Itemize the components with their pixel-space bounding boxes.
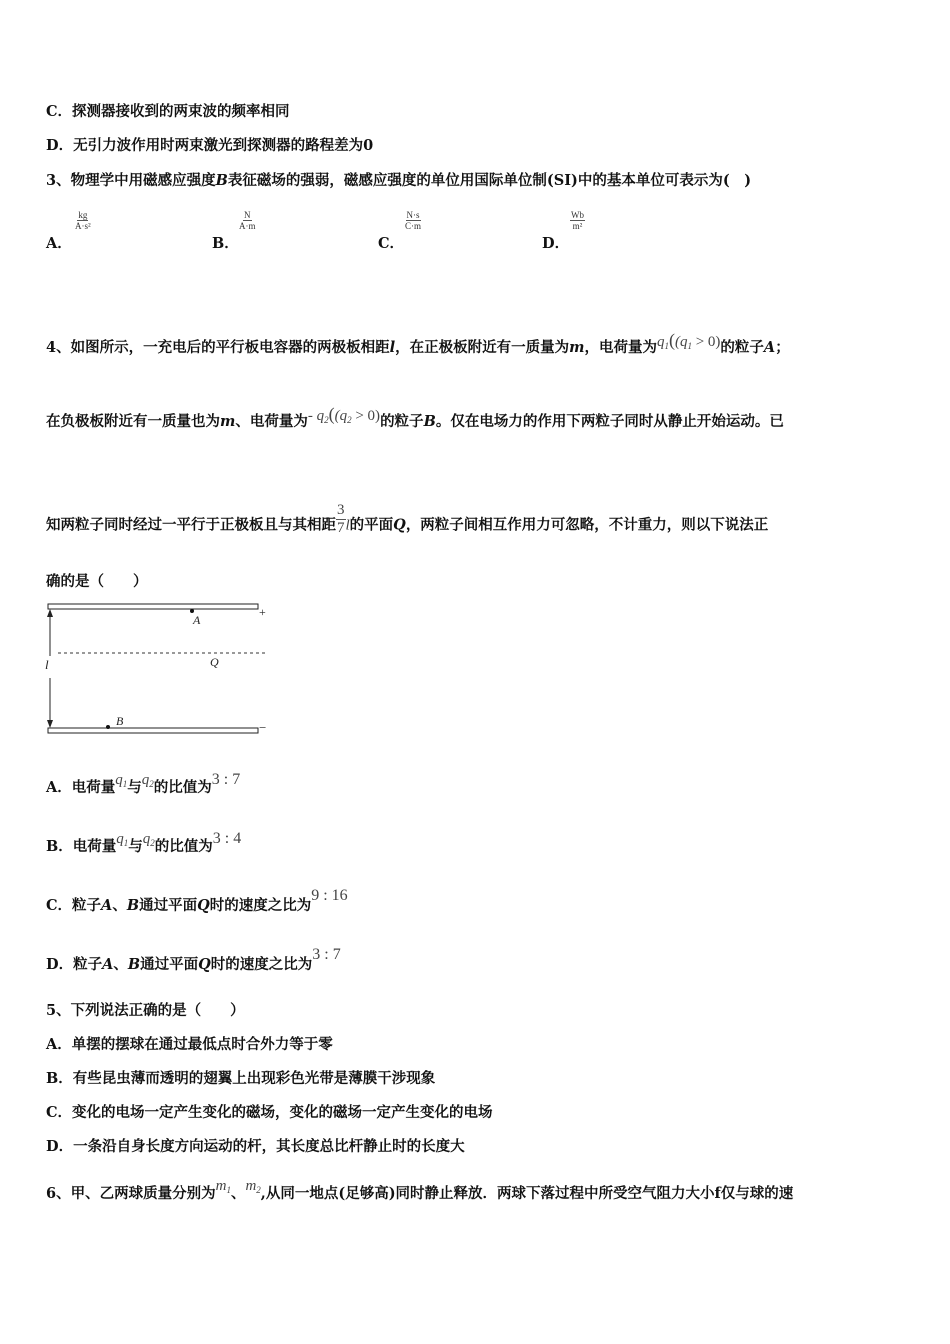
q3-stem-post: 表征磁场的强弱，磁感应强度的单位用国际单位制(SI)中的基本单位可表示为( ) (227, 172, 752, 189)
q3-option-d-num: Wb (571, 210, 584, 220)
q3-option-d (542, 232, 569, 253)
q4-option-a: A．电荷量$q_1$与$q_2$的比值为3 : 7 (46, 771, 241, 796)
label-q: Q (210, 655, 219, 669)
q3-option-b (212, 232, 239, 253)
q5-option-c: C．变化的电场一定产生变化的磁场，变化的磁场一定产生变化的电场 (46, 1104, 493, 1121)
q3-option-a-num: kg (78, 210, 88, 220)
q3-option-d-den: m² (572, 221, 583, 231)
q3-option-b-label: B． (212, 235, 239, 252)
q3-option-d-unit (570, 210, 585, 232)
q3-option-a-label: A． (46, 235, 72, 252)
q3-option-c-num: N·s (406, 210, 420, 220)
q4-line-1: 4、如图所示，一充电后的平行板电容器的两极板相距l，在正极板附近有一质量为m，电荷量为$q_1((q_1 > 0)$的粒子A； (46, 330, 790, 356)
q3-option-b-num: N (244, 210, 251, 220)
label-a: A (193, 613, 201, 627)
particle-b (106, 725, 110, 729)
arrow-head-down (47, 720, 53, 728)
label-b: B (116, 714, 124, 728)
q4-line-4: 确的是（ ） (46, 573, 148, 590)
q3-option-c (378, 232, 404, 253)
q3-option-a (46, 232, 72, 253)
q4-three-sevenths: $\frac{3}{7}$ (337, 502, 345, 536)
q3-option-c-den: C·m (405, 221, 422, 231)
q3-var-b: B (215, 172, 228, 189)
q3-option-c-label: C． (378, 235, 405, 252)
q5-option-d: D．一条沿自身长度方向运动的杆，其长度总比杆静止时的长度大 (46, 1138, 465, 1155)
q2-option-c: C．探测器接收到的两束波的频率相同 (46, 103, 290, 120)
q4-option-b: B．电荷量$q_1$与$q_2$的比值为3 : 4 (46, 830, 242, 855)
label-l: l (45, 657, 49, 672)
q5-option-b: B．有些昆虫薄而透明的翅翼上出现彩色光带是薄膜干涉现象 (46, 1070, 436, 1087)
q4-option-d: D．粒子A、B通过平面Q时的速度之比为3 : 7 (46, 946, 341, 973)
q3-option-b-unit (238, 210, 257, 232)
negative-plate (48, 728, 258, 733)
q3-option-a-den: A·s² (75, 221, 91, 231)
positive-plate (48, 604, 258, 609)
plus-sign: + (259, 605, 266, 619)
q4-option-c: C．粒子A、B通过平面Q时的速度之比为9 : 16 (46, 887, 348, 914)
q4-q2-expr: - $q_2((q_2 > 0)$ (307, 404, 381, 425)
q3-option-b-den: A·m (239, 221, 256, 231)
q4-q1-expr: $q_1((q_1 > 0)$ (656, 330, 721, 351)
q5-stem: 5、下列说法正确的是（ ） (46, 1002, 245, 1019)
q3-option-c-unit (404, 210, 422, 232)
q3-option-a-unit (74, 210, 92, 232)
capacitor-diagram (40, 598, 280, 743)
q6-stem: 6、甲、乙两球质量分别为$m_1$、$m_2$,从同一地点(足够高)同时静止释放．两球下落过程中所受空气阻力大小f仅与球的速 (46, 1178, 794, 1202)
q3-option-d-label: D． (542, 235, 570, 252)
minus-sign: − (259, 720, 267, 735)
q5-option-a: A．单摆的摆球在通过最低点时合外力等于零 (46, 1036, 333, 1053)
arrow-head-up (47, 609, 53, 617)
q2-option-d: D．无引力波作用时两束激光到探测器的路程差为0 (46, 137, 374, 154)
q4-line-2: 在负极板附近有一质量也为m、电荷量为- $q_2((q_2 > 0)$的粒子B。仅在电场力的作用下两粒子同时从静止开始运动。已 (46, 404, 784, 430)
q3-stem (46, 171, 751, 191)
q4-line-3: 知两粒子同时经过一平行于正极板且与其相距 $\frac{3}{7}$ l的平面Q，两粒子间相互作用力可忽略，不计重力，则以下说法正 (46, 502, 769, 536)
q3-stem-pre: 3、物理学中用磁感应强度 (46, 172, 216, 189)
